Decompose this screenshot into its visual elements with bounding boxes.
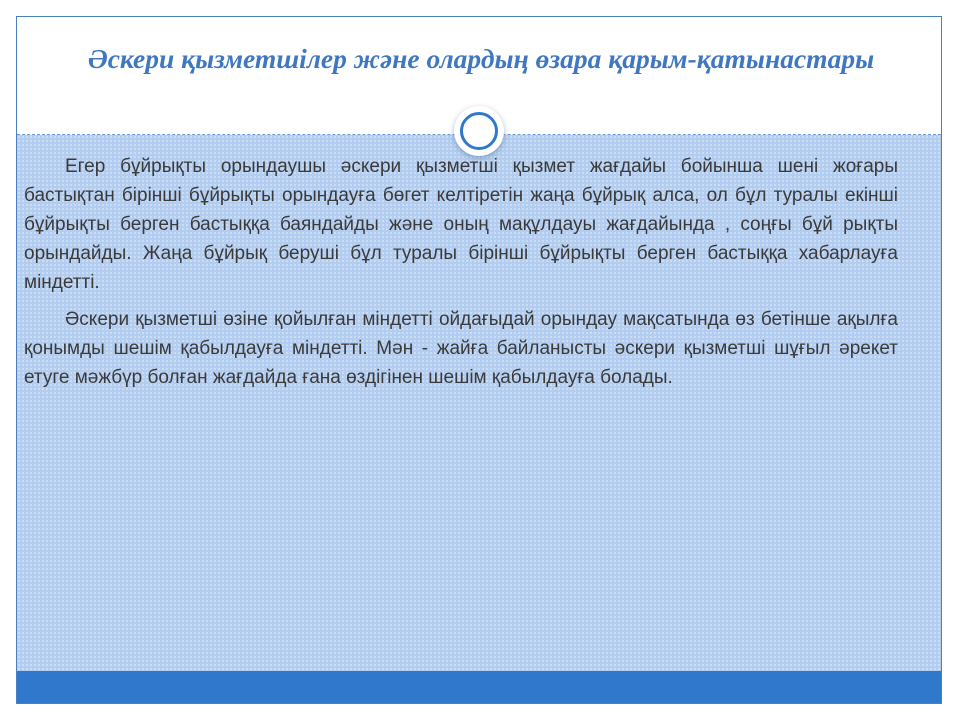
body-text	[24, 152, 898, 400]
decorative-ring-icon	[454, 106, 504, 156]
footer-band	[17, 671, 941, 703]
paragraph-2: Әскери қызметші өзіне қойылған міндетті ойдағыдай орындау мақсатында өз бетінше ақылға қонымды шешім қабылдауға міндетті. Мән - жайға байланысты әскери қызметші шұғыл әрекет етуге мәжбүр болған жағдайда ғана өздігінен шешім қабылдауға болады.	[24, 309, 898, 388]
slide-title: Әскери қызметшілер және олардың өзара қарым-қатынастары	[87, 43, 875, 74]
paragraph-1: Егер бұйрықты орындаушы әскери қызметші қызмет жағдайы бойынша шені жоғары бастықтан бірінші бұйрықты орындауға бөгет келтіретін жаңа бұйрық алса, ол бұл туралы екінші бұйрықты берген бастыққа баяндайды және оның мақұлдауы жағдайында , соңғы бұй рықты орындайды. Жаңа бұйрық беруші бұл туралы бірінші бұйрықты берген бастыққа хабарлауға міндетті.	[24, 156, 898, 293]
